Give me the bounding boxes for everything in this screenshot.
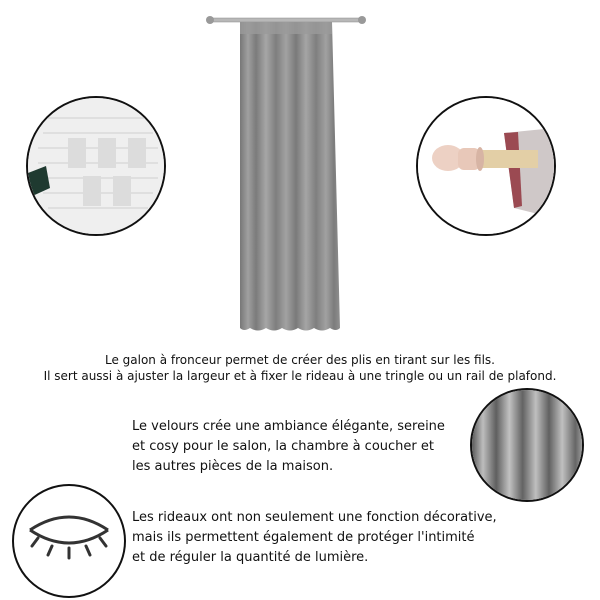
privacy-line-3: et de réguler la quantité de lumière. bbox=[132, 550, 369, 565]
privacy-line-2: mais ils permettent également de protéger l'intimité bbox=[132, 530, 475, 545]
curtain-rod bbox=[210, 18, 362, 22]
curtain-panel bbox=[240, 22, 340, 331]
velvet-line-1: Le velours crée une ambiance élégante, sereine bbox=[132, 419, 445, 434]
privacy-description bbox=[132, 508, 497, 568]
closed-eye-icon bbox=[12, 484, 126, 598]
velvet-line-2: et cosy pour le salon, la chambre à coucher et bbox=[132, 439, 434, 454]
privacy-line-1: Les rideaux ont non seulement une fonction décorative, bbox=[132, 510, 497, 525]
curtain-rod-finial-icon bbox=[416, 96, 556, 236]
rod-end-right bbox=[358, 16, 366, 24]
curtain-heading-tape bbox=[240, 22, 332, 34]
curtain-tape-detail-icon bbox=[26, 96, 166, 236]
rod-end-left bbox=[206, 16, 214, 24]
velvet-line-3: les autres pièces de la maison. bbox=[132, 459, 334, 474]
caption-line-1: Le galon à fronceur permet de créer des plis en tirant sur les fils. bbox=[104, 353, 495, 367]
velvet-description bbox=[132, 417, 445, 477]
velvet-folds-icon bbox=[470, 388, 584, 502]
caption-line-2: Il sert aussi à ajuster la largeur et à fixer le rideau à une tringle ou un rail de plafond. bbox=[43, 369, 557, 383]
curtain-product-image bbox=[200, 10, 370, 340]
